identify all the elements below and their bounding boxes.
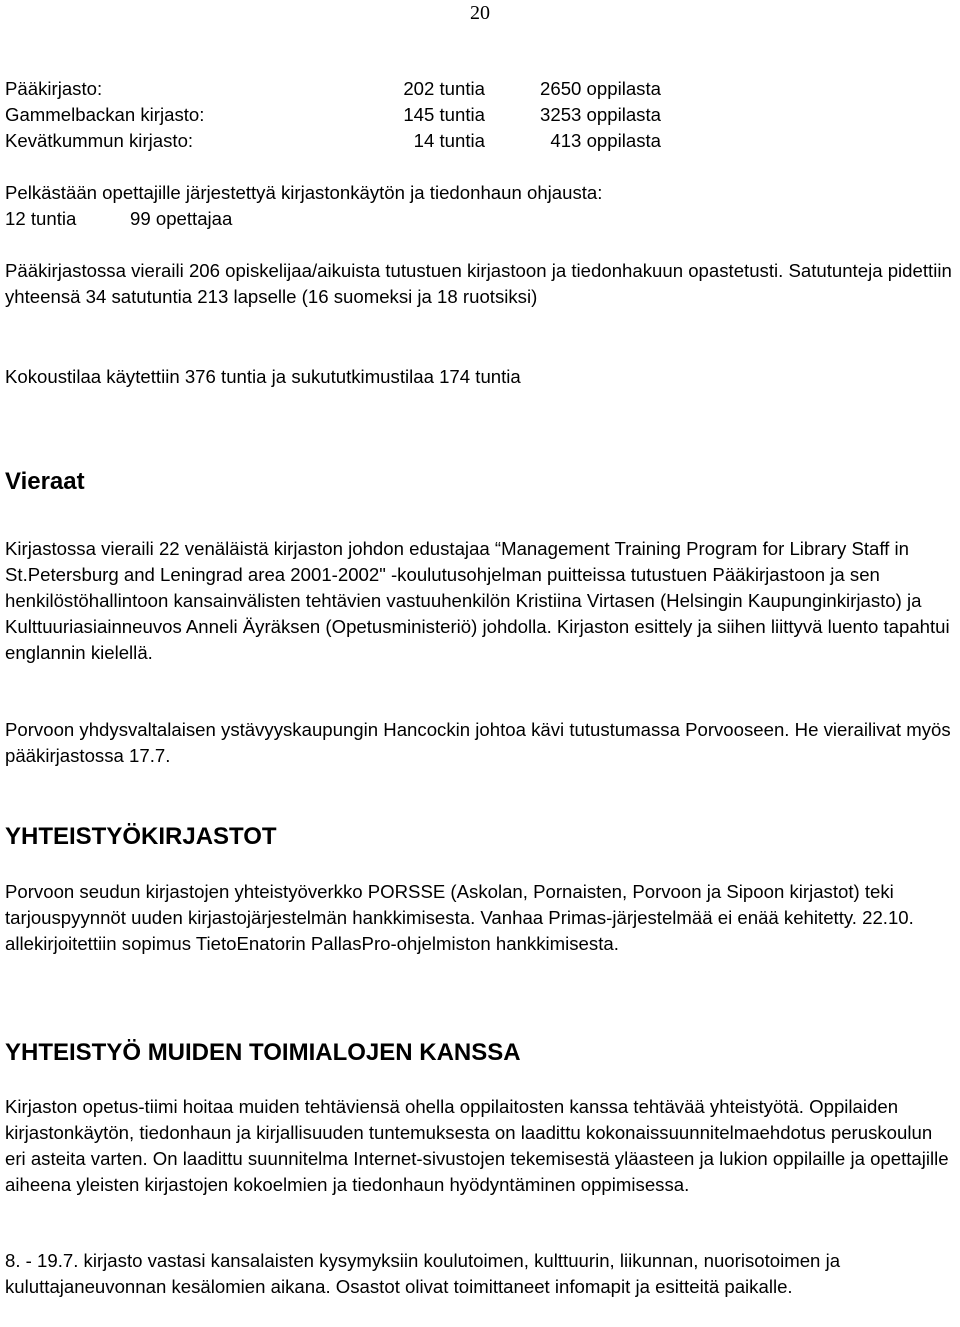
library-hours: 145 tuntia	[403, 104, 485, 125]
guests-paragraph-1: Kirjastossa vieraili 22 venäläistä kirjaston johdon edustajaa “Management Training Program for Library Staff in St.Petersburg and Leningrad area 2001-2002" -koulutusohjelman puitteissa tutustuen Pääkirjastoon ja sen henkilöstöhallintoon kansainvälisten tehtävien vastuuhenkilön Kristiina Virtasen (Helsingin Kaupunginkirjasto) ja Kulttuuriasiainneuvos Anneli Äyräksen (Opetusministeriö) johdolla. Kirjaston esittely ja siihen liittyvä luento tapahtui englannin kielellä.	[5, 538, 950, 663]
cooperation-libraries-paragraph: Porvoon seudun kirjastojen yhteistyöverkko PORSSE (Askolan, Pornaisten, Porvoon ja Sipoon kirjastot) teki tarjouspyynnöt uuden kirjastojärjestelmän hankkimisesta. Vanhaa Primas-järjestelmää ei enää kehitetty. 22.10. allekirjoitettiin sopimus TietoEnatorin PallasPro-ohjelmiston hankkimisesta.	[5, 881, 914, 954]
library-stats-table	[5, 76, 661, 154]
cooperation-libraries-heading: YHTEISTYÖKIRJASTOT	[5, 823, 277, 850]
teacher-guidance-values	[5, 206, 957, 232]
library-students: 2650 oppilasta	[540, 78, 661, 99]
table-row	[5, 128, 661, 154]
teacher-guidance-teachers: 99 opettajaa	[130, 208, 233, 229]
teacher-guidance-title: Pelkästään opettajille järjestettyä kirjastonkäytön ja tiedonhaun ohjausta:	[5, 182, 603, 203]
library-name: Pääkirjasto:	[5, 78, 103, 99]
guests-heading: Vieraat	[5, 468, 85, 495]
cooperation-other-heading: YHTEISTYÖ MUIDEN TOIMIALOJEN KANSSA	[5, 1039, 521, 1066]
library-hours: 202 tuntia	[403, 78, 485, 99]
library-hours: 14 tuntia	[413, 130, 485, 151]
cooperation-other-paragraph-2: 8. - 19.7. kirjasto vastasi kansalaisten kysymyksiin koulutoimen, kulttuurin, liikunnan, nuorisotoimen ja kuluttajaneuvonnan kesälomien aikana. Osastot olivat toimittaneet infomapit ja esitteitä paikalle.	[5, 1250, 841, 1297]
cooperation-other-paragraph-1: Kirjaston opetus-tiimi hoitaa muiden tehtäviensä ohella oppilaitosten kanssa tehtävää yhteistyötä. Oppilaiden kirjastonkäytön, tiedonhaun ja kirjallisuuden tuntemuksesta on laadittu kokonaissuunnitelmaehdotus peruskoulun eri asteita varten. On laadittu suunnitelma Internet-sivustojen tekemisestä yläasteen ja lukion oppilaille ja opettajille aiheena yleisten kirjastojen kokoelmien ja tiedonhaun hyödyntäminen oppimisessa.	[5, 1096, 949, 1195]
library-students: 413 oppilasta	[550, 130, 661, 151]
page-number: 20	[470, 2, 490, 24]
visits-paragraph: Pääkirjastossa vieraili 206 opiskelijaa/aikuista tutustuen kirjastoon ja tiedonhakuun opastetusti. Satutunteja pidettiin yhteensä 34 satutuntia 213 lapselle (16 suomeksi ja 18 ruotsiksi)	[5, 260, 952, 307]
table-row	[5, 76, 661, 102]
rooms-paragraph: Kokoustilaa käytettiin 376 tuntia ja sukututkimustilaa 174 tuntia	[5, 366, 521, 387]
library-name: Gammelbackan kirjasto:	[5, 104, 205, 125]
library-students: 3253 oppilasta	[540, 104, 661, 125]
guests-paragraph-2: Porvoon yhdysvaltalaisen ystävyyskaupungin Hancockin johtoa kävi tutustumassa Porvooseen. He vierailivat myös pääkirjastossa 17.7.	[5, 719, 951, 766]
table-row	[5, 102, 661, 128]
library-name: Kevätkummun kirjasto:	[5, 130, 194, 151]
teacher-guidance-hours: 12 tuntia	[5, 208, 77, 229]
